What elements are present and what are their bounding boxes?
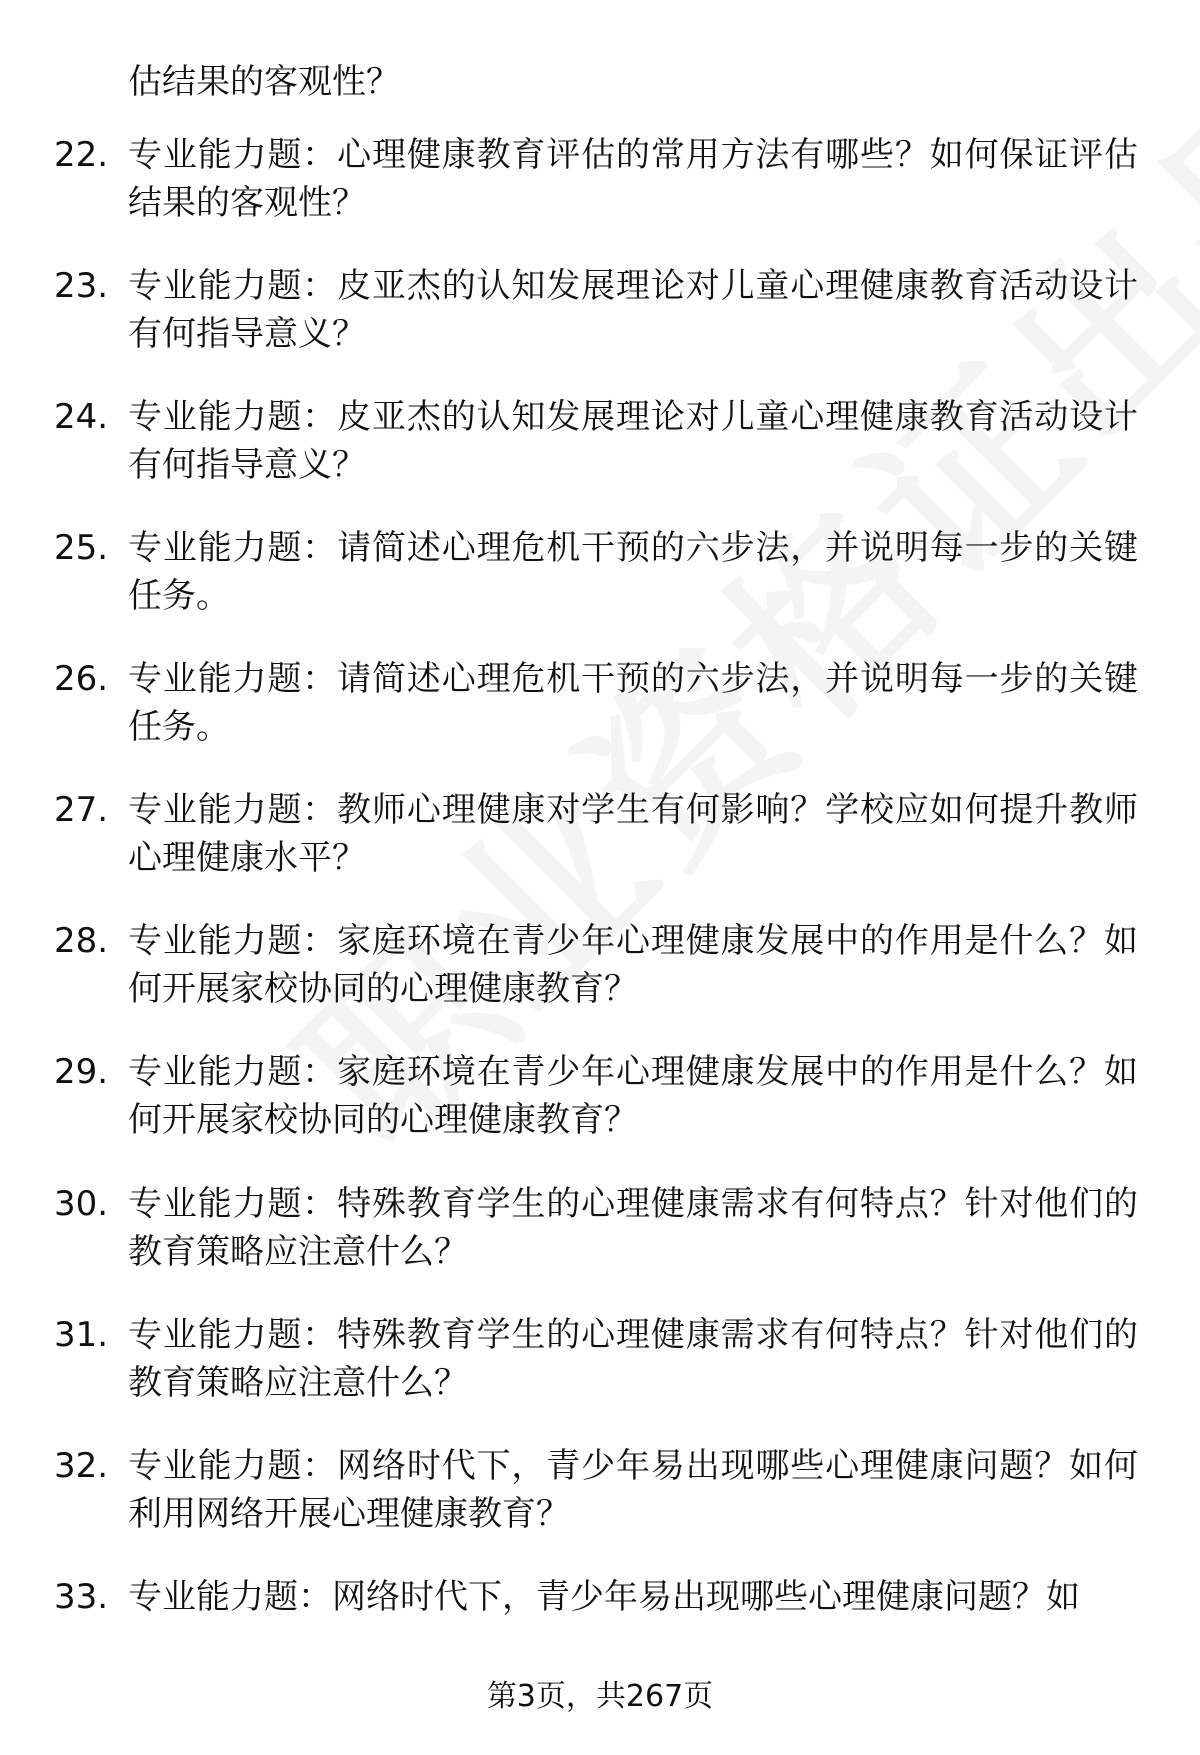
item-text: 专业能力题：教师心理健康对学生有何影响？学校应如何提升教师心理健康水平？ — [128, 790, 1138, 878]
item-text: 专业能力题：心理健康教育评估的常用方法有哪些？如何保证评估结果的客观性？ — [128, 135, 1138, 223]
item-text: 专业能力题：家庭环境在青少年心理健康发展中的作用是什么？如何开展家校协同的心理健康教育？ — [128, 921, 1138, 1009]
item-number: 25. — [54, 528, 109, 568]
item-number: 27. — [54, 790, 109, 830]
item-number: 32. — [54, 1446, 109, 1486]
page-footer: 第3页，共267页 — [486, 1679, 714, 1714]
item-number: 22. — [54, 135, 109, 175]
item-text: 专业能力题：家庭环境在青少年心理健康发展中的作用是什么？如何开展家校协同的心理健康教育？ — [128, 1052, 1138, 1140]
item-number: 29. — [54, 1052, 109, 1092]
item-number: 30. — [54, 1184, 109, 1224]
item-text: 专业能力题：特殊教育学生的心理健康需求有何特点？针对他们的教育策略应注意什么？ — [128, 1315, 1138, 1403]
item-number: 26. — [54, 659, 109, 699]
item-number: 24. — [54, 397, 109, 437]
item-number: 33. — [54, 1577, 109, 1617]
continuation-text: 估结果的客观性？ — [128, 62, 400, 102]
item-text: 专业能力题：网络时代下，青少年易出现哪些心理健康问题？如 — [128, 1577, 1080, 1617]
item-text: 专业能力题：皮亚杰的认知发展理论对儿童心理健康教育活动设计有何指导意义？ — [128, 397, 1138, 485]
item-text: 专业能力题：请简述心理危机干预的六步法，并说明每一步的关键任务。 — [128, 659, 1138, 747]
item-text: 专业能力题：皮亚杰的认知发展理论对儿童心理健康教育活动设计有何指导意义？ — [128, 266, 1138, 354]
item-number: 23. — [54, 266, 109, 306]
item-text: 专业能力题：网络时代下，青少年易出现哪些心理健康问题？如何利用网络开展心理健康教育？ — [128, 1446, 1138, 1534]
item-text: 专业能力题：请简述心理危机干预的六步法，并说明每一步的关键任务。 — [128, 528, 1138, 616]
item-number: 31. — [54, 1315, 109, 1355]
item-number: 28. — [54, 921, 109, 961]
item-text: 专业能力题：特殊教育学生的心理健康需求有何特点？针对他们的教育策略应注意什么？ — [128, 1184, 1138, 1272]
